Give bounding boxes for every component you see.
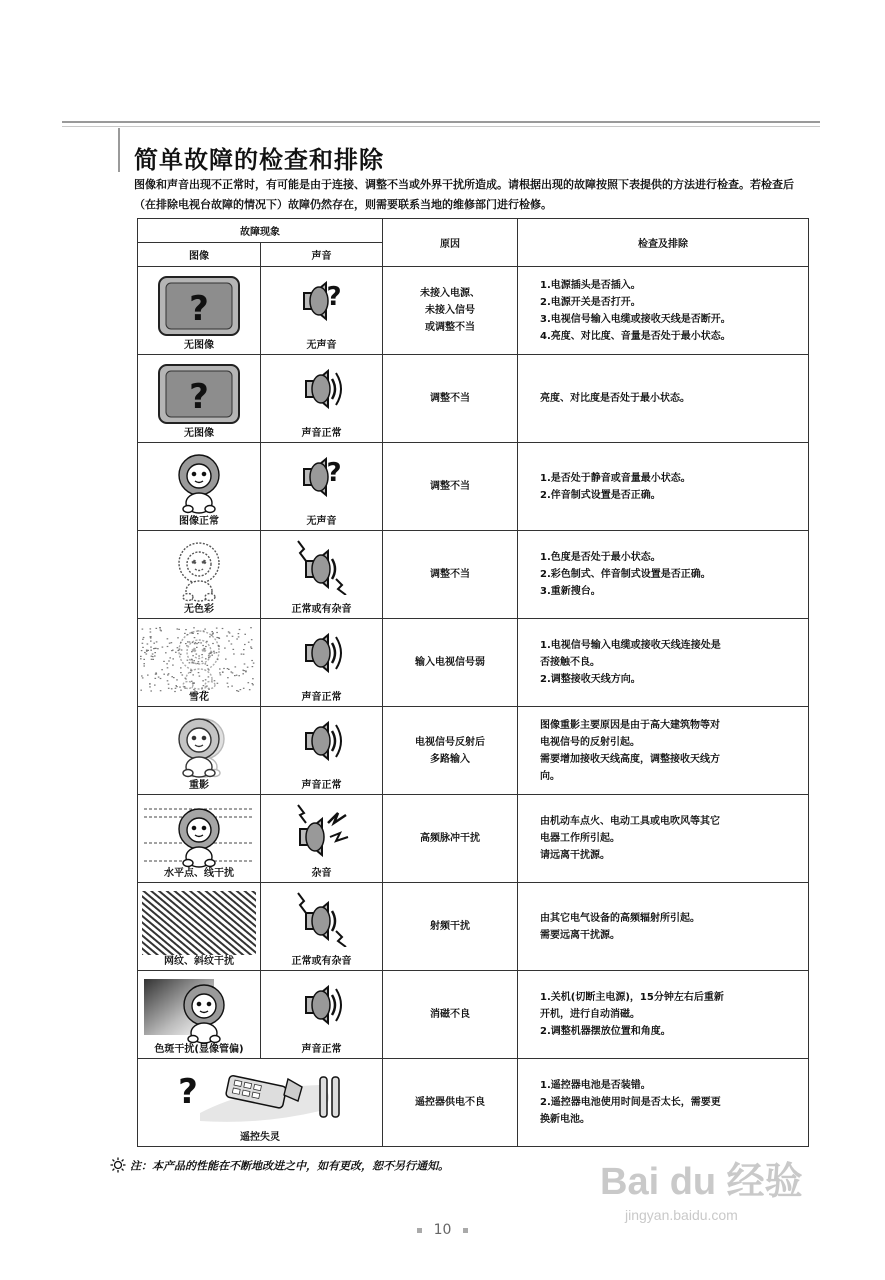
sound-symptom [261, 443, 383, 531]
speaker-icon [300, 627, 344, 683]
image-symptom-label: 遥控失灵 [240, 1132, 280, 1143]
remedy-line: 向。 [540, 770, 560, 782]
cause-cell [383, 267, 518, 355]
cause-cell [383, 795, 518, 883]
intro-paragraph: 图像和声音出现不正常时，有可能是由于连接、调整不当或外界干扰所造成。请根据出现的故障按照下表提供的方法进行检查。若检查后（在排除电视台故障的情况下）故障仍然存在，则需要联系当地的维修部门进行检修。 [134, 178, 794, 211]
remedy-cell [518, 971, 809, 1059]
table-row [138, 531, 809, 619]
top-rule-thin [62, 126, 820, 127]
table-row [138, 971, 809, 1059]
remedy-cell [518, 267, 809, 355]
sound-symptom [261, 971, 383, 1059]
remedy-line: 2.遥控器电池使用时间是否太长，需要更 [540, 1097, 721, 1108]
remedy-line: 由其它电气设备的高频辐射所引起。 [540, 912, 700, 924]
header-sound: 声音 [261, 243, 383, 267]
remedy-line: 由机动车点火、电动工具或电吹风等其它 [540, 816, 720, 827]
header-symptom: 故障现象 [138, 219, 383, 243]
lion-outline-icon [164, 539, 234, 609]
cause-line: 多路输入 [430, 753, 470, 765]
remedy-cell [518, 883, 809, 971]
svg-text:?: ? [189, 377, 209, 417]
svg-text:?: ? [189, 289, 209, 329]
table-row [138, 795, 809, 883]
cause-line: 消磁不良 [430, 1009, 470, 1020]
sound-symptom-label: 声音正常 [301, 1044, 342, 1055]
image-symptom [138, 443, 261, 531]
image-symptom [138, 619, 261, 707]
cause-line: 调整不当 [430, 393, 470, 404]
table-row [138, 355, 809, 443]
table-row [138, 1059, 809, 1147]
image-symptom [138, 267, 261, 355]
speaker-lightning-icon [292, 803, 352, 863]
sound-symptom-label: 正常或有杂音 [291, 956, 352, 967]
cause-cell [383, 883, 518, 971]
image-symptom-label: 无色彩 [184, 604, 214, 615]
remedy-line: 3.重新搜台。 [540, 586, 601, 597]
sound-symptom [261, 531, 383, 619]
remedy-cell [518, 531, 809, 619]
svg-text:?: ? [325, 282, 342, 312]
cause-cell [383, 443, 518, 531]
page-number [0, 1222, 885, 1238]
page-number-text: 10 [433, 1222, 452, 1238]
image-symptom-label: 水平点、线干扰 [164, 868, 234, 879]
top-rule [62, 121, 820, 123]
remedy-line: 1.关机(切断主电源)，15分钟左右后重新 [540, 992, 724, 1003]
cause-line: 高频脉冲干扰 [420, 833, 480, 844]
remedy-line: 3.电视信号输入电缆或接收天线是否断开。 [540, 313, 731, 325]
remote-control-icon [170, 1067, 350, 1129]
cause-line: 输入电视信号弱 [415, 657, 485, 668]
speaker-icon [300, 715, 344, 771]
cause-line: 电视信号反射后 [415, 736, 485, 748]
cause-cell [383, 531, 518, 619]
remedy-line: 1.遥控器电池是否装错。 [540, 1080, 651, 1091]
sound-symptom-label: 声音正常 [301, 692, 342, 703]
sound-symptom-label: 声音正常 [301, 780, 342, 791]
remedy-cell [518, 619, 809, 707]
watermark-url: jingyan.baidu.com [625, 1207, 738, 1223]
remedy-line: 4.亮度、对比度、音量是否处于最小状态。 [540, 330, 731, 342]
svg-text:?: ? [325, 458, 342, 488]
footnote [110, 1157, 449, 1176]
page-title: 简单故障的检查和排除 [134, 146, 384, 174]
image-symptom-label: 图像正常 [179, 516, 219, 527]
sound-symptom [261, 355, 383, 443]
image-symptom [138, 883, 261, 971]
image-symptom-label: 网纹、斜纹干扰 [164, 956, 234, 967]
speaker-question-icon [300, 275, 344, 331]
table-row [138, 267, 809, 355]
image-symptom-label: 重影 [189, 780, 209, 791]
footnote-text: 注：本产品的性能在不断地改进之中，如有更改，恕不另行通知。 [130, 1159, 449, 1173]
remedy-line: 2.电源开关是否打开。 [540, 296, 641, 308]
sound-symptom-label: 声音正常 [301, 428, 342, 439]
remedy-line: 2.伴音制式设置是否正确。 [540, 489, 661, 501]
header-cause: 原因 [383, 219, 518, 267]
cause-line: 射频干扰 [430, 921, 470, 932]
watermark [600, 1150, 803, 1223]
side-rule [118, 128, 120, 172]
image-symptom [138, 531, 261, 619]
image-symptom [138, 1059, 383, 1147]
speaker-icon [300, 363, 344, 419]
remedy-line: 图像重影主要原因是由于高大建筑物等对 [540, 719, 720, 731]
remedy-line: 2.调整接收天线方向。 [540, 674, 641, 685]
table-row [138, 707, 809, 795]
remedy-cell [518, 1059, 809, 1147]
remedy-cell [518, 795, 809, 883]
watermark-logo: Bai du 经验 [600, 1161, 803, 1203]
remedy-line: 1.电视信号输入电缆或接收天线连接处是 [540, 640, 721, 651]
cause-line: 未接入电源、 [420, 288, 480, 299]
image-symptom [138, 971, 261, 1059]
remedy-line: 电器工作所引起。 [540, 833, 620, 844]
remedy-line: 需要远离干扰源。 [540, 929, 620, 941]
page-dot-right [463, 1228, 468, 1233]
image-symptom-label: 无图像 [184, 428, 214, 439]
image-symptom-label: 雪花 [189, 692, 209, 703]
remedy-line: 否接触不良。 [540, 657, 600, 668]
remedy-line: 需要增加接收天线高度，调整接收天线方 [540, 753, 720, 765]
cause-line: 遥控器供电不良 [415, 1097, 485, 1108]
snow-noise-icon [140, 627, 258, 697]
remedy-line: 2.调整机器摆放位置和角度。 [540, 1026, 671, 1037]
cause-line: 或调整不当 [425, 322, 475, 333]
sound-symptom [261, 707, 383, 795]
sound-symptom [261, 619, 383, 707]
diagonal-stripes-icon [142, 891, 256, 959]
image-symptom-label: 色斑干扰(显像管偏) [154, 1044, 244, 1055]
image-symptom [138, 355, 261, 443]
sound-symptom-label: 杂音 [311, 868, 332, 879]
remedy-line: 1.是否处于静音或音量最小状态。 [540, 472, 691, 484]
speaker-question-icon [300, 451, 344, 507]
remedy-cell [518, 443, 809, 531]
cause-cell [383, 355, 518, 443]
lion-ghost-icon [164, 715, 234, 785]
speaker-noise-icon [296, 891, 348, 951]
cause-cell [383, 707, 518, 795]
speaker-noise-icon [296, 539, 348, 599]
table-row [138, 443, 809, 531]
sound-symptom-label: 正常或有杂音 [291, 604, 352, 615]
remedy-cell [518, 707, 809, 795]
bulb-icon [110, 1157, 126, 1176]
remedy-line: 电视信号的反射引起。 [540, 736, 640, 748]
sound-symptom [261, 883, 383, 971]
tv-question-icon [157, 363, 241, 429]
table-row [138, 619, 809, 707]
cause-line: 未接入信号 [425, 305, 475, 316]
header-image: 图像 [138, 243, 261, 267]
cause-cell [383, 971, 518, 1059]
image-symptom-label: 无图像 [184, 340, 214, 351]
remedy-line: 1.色度是否处于最小状态。 [540, 552, 661, 563]
image-symptom [138, 795, 261, 883]
cause-cell [383, 1059, 518, 1147]
cause-line: 调整不当 [430, 569, 470, 580]
cause-cell [383, 619, 518, 707]
fault-table [137, 218, 809, 1147]
svg-text:?: ? [178, 1072, 198, 1112]
page-dot-left [417, 1228, 422, 1233]
sound-symptom [261, 795, 383, 883]
image-symptom [138, 707, 261, 795]
remedy-line: 亮度、对比度是否处于最小状态。 [540, 393, 690, 404]
cause-line: 调整不当 [430, 481, 470, 492]
remedy-line: 开机，进行自动消磁。 [540, 1009, 640, 1020]
remedy-line: 请远离干扰源。 [540, 850, 610, 861]
sound-symptom-label: 无声音 [306, 516, 337, 527]
sound-symptom-label: 无声音 [306, 340, 337, 351]
lion-icon [164, 451, 234, 521]
remedy-line: 1.电源插头是否插入。 [540, 279, 641, 291]
sound-symptom [261, 267, 383, 355]
header-remedy: 检查及排除 [518, 219, 809, 267]
tv-question-icon [157, 275, 241, 341]
remedy-line: 2.彩色制式、伴音制式设置是否正确。 [540, 569, 711, 580]
remedy-line: 换新电池。 [540, 1114, 590, 1125]
table-row [138, 883, 809, 971]
speaker-icon [300, 979, 344, 1035]
remedy-cell [518, 355, 809, 443]
